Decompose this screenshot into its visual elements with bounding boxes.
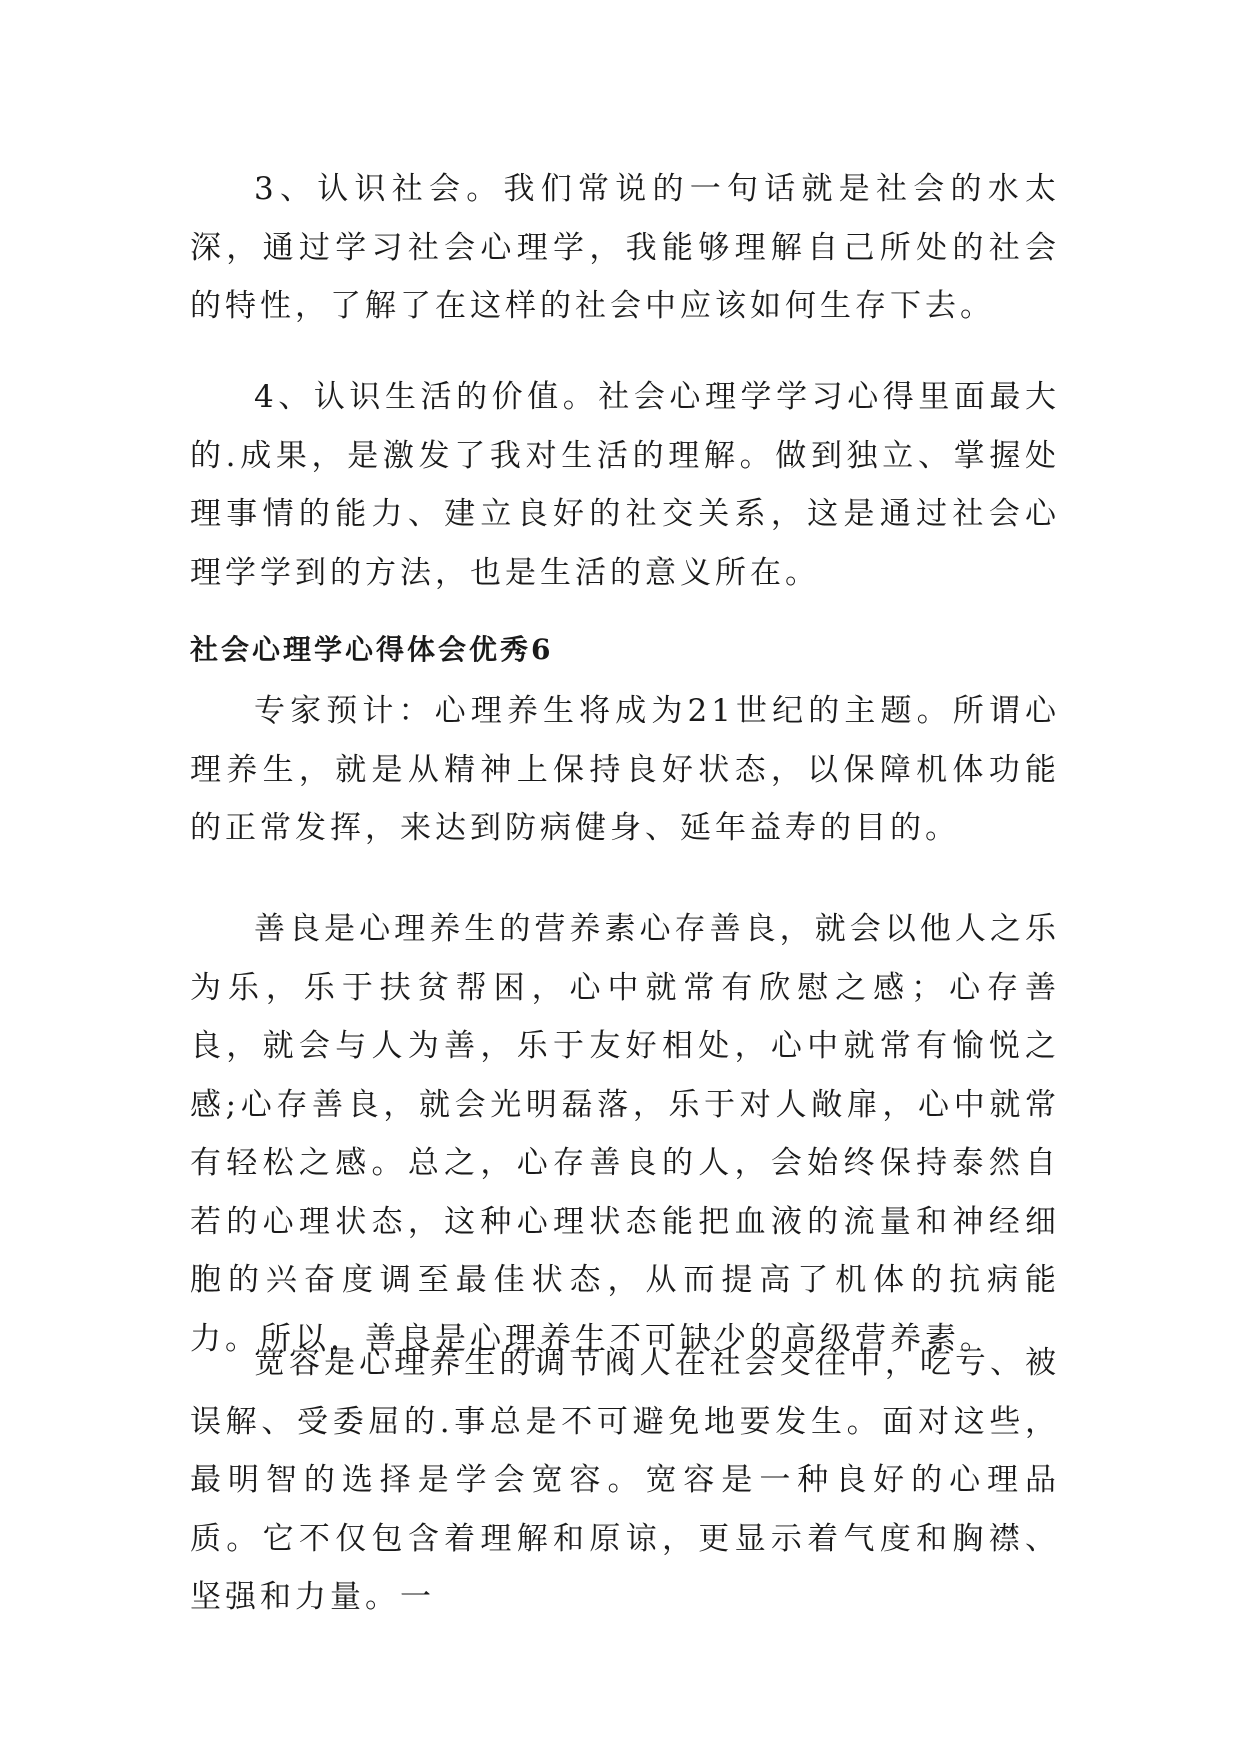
paragraph-block xyxy=(190,682,1060,858)
paragraph-expert-forecast: 专家预计：心理养生将成为21世纪的主题。所谓心理养生，就是从精神上保持良好状态，以保障机体功能的正常发挥，来达到防病健身、延年益寿的目的。 xyxy=(190,693,1060,846)
paragraph-block xyxy=(190,1334,1060,1627)
paragraph-value-of-life: 4、认识生活的价值。社会心理学学习心得里面最大的.成果，是激发了我对生活的理解。做到独立、掌握处理事情的能力、建立良好的社交关系，这是通过社会心理学学到的方法，也是生活的意义所在。 xyxy=(190,379,1060,591)
paragraph-tolerance: 宽容是心理养生的调节阀人在社会交往中，吃亏、被误解、受委屈的.事总是不可避免地要发生。面对这些，最明智的选择是学会宽容。宽容是一种良好的心理品质。它不仅包含着理解和原谅，更显示着气度和胸襟、坚强和力量。一 xyxy=(190,1345,1060,1615)
paragraph-block xyxy=(190,900,1060,1368)
paragraph-block xyxy=(190,160,1060,336)
paragraph-kindness: 善良是心理养生的营养素心存善良，就会以他人之乐为乐，乐于扶贫帮困，心中就常有欣慰之感；心存善良，就会与人为善，乐于友好相处，心中就常有愉悦之感;心存善良，就会光明磊落，乐于对人敞扉，心中就常有轻松之感。总之，心存善良的人，会始终保持泰然自若的心理状态，这种心理状态能把血液的流量和神经细胞的兴奋度调至最佳状态，从而提高了机体的抗病能力。所以，善良是心理养生不可缺少的高级营养素。 xyxy=(190,911,1060,1357)
paragraph-block xyxy=(190,368,1060,602)
paragraph-understand-society: 3、认识社会。我们常说的一句话就是社会的水太深，通过学习社会心理学，我能够理解自己所处的社会的特性，了解了在这样的社会中应该如何生存下去。 xyxy=(190,171,1060,324)
section-heading: 社会心理学心得体会优秀6 xyxy=(190,633,554,666)
